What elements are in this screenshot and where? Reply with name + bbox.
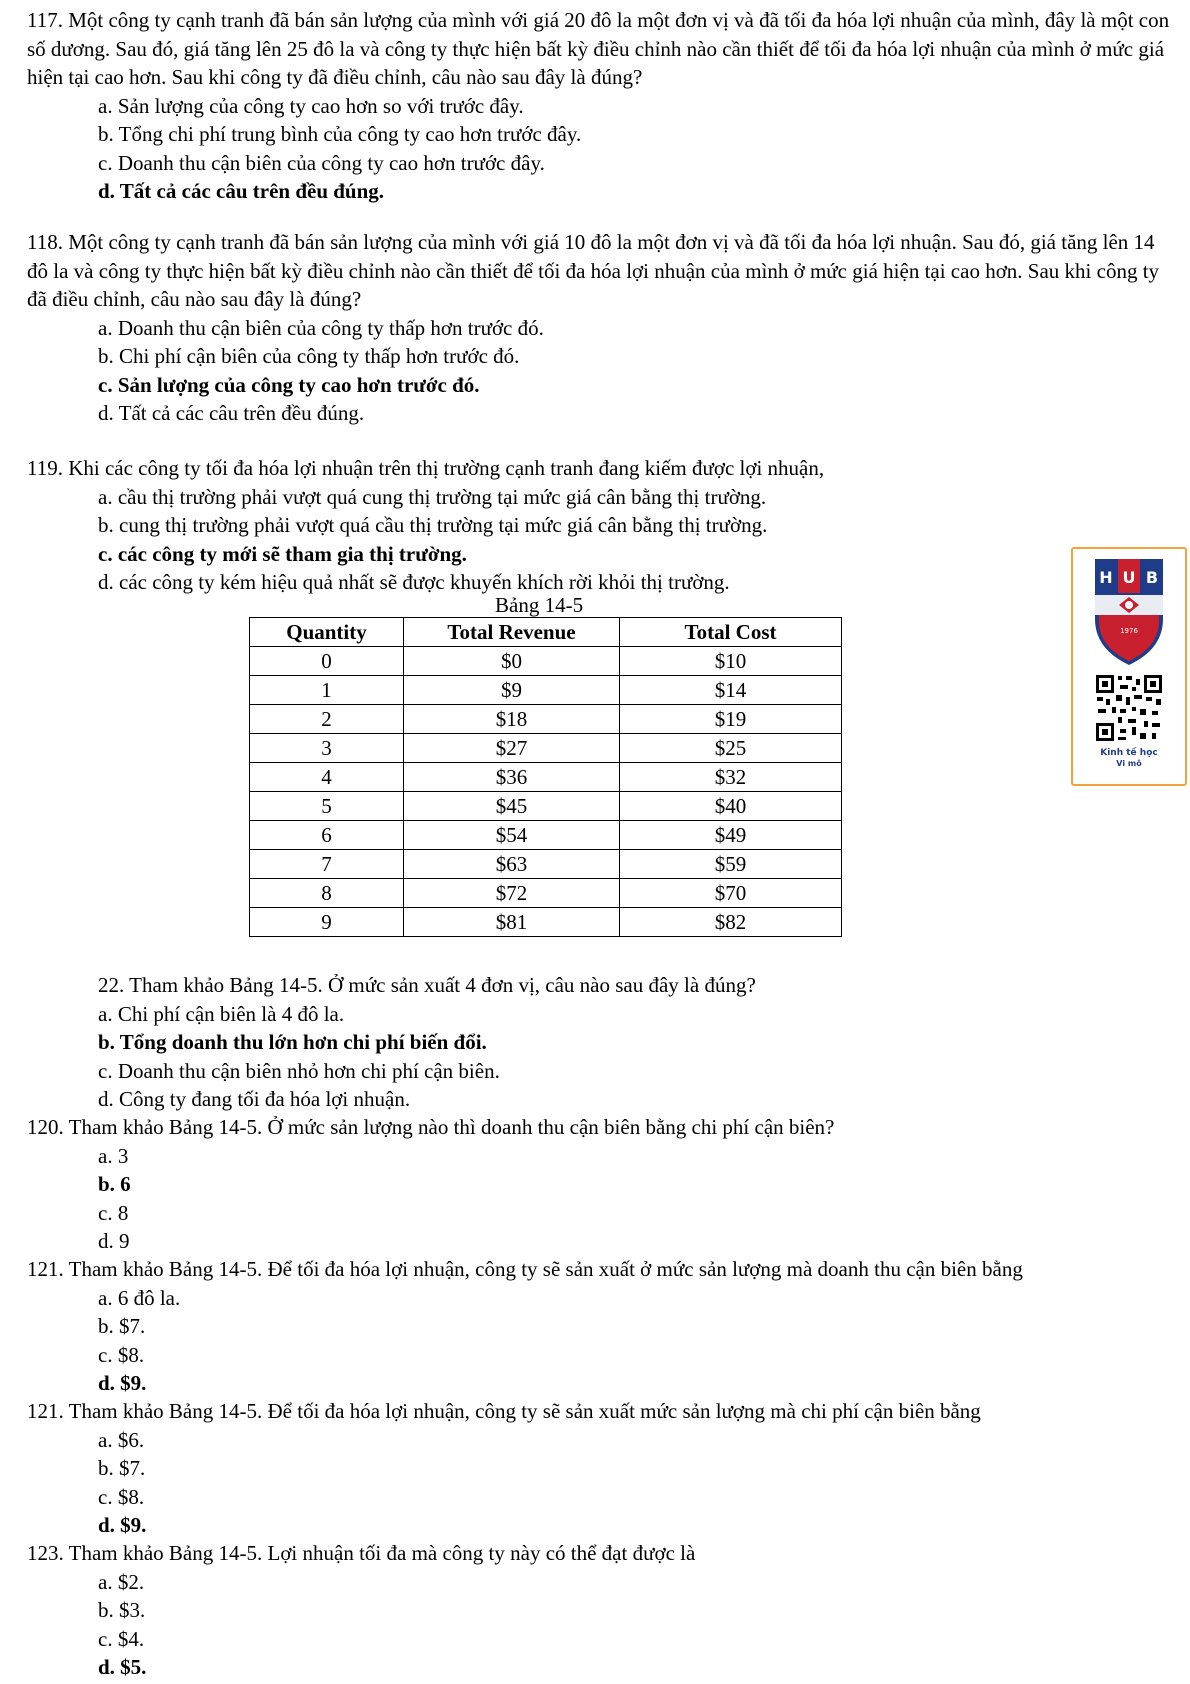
- question-stem: 123. Tham khảo Bảng 14-5. Lợi nhuận tối đa mà công ty này có thể đạt được là: [27, 1541, 696, 1565]
- hub-letter-h: H: [1099, 568, 1113, 587]
- question-stem: 117. Một công ty cạnh tranh đã bán sản lượng của mình với giá 20 đô la một đơn vị và đã tối đa hóa lợi nhuận của mình, đây là một con số dương. Sau đó, giá tăng lên 25 đô la và công ty thực hiện bất kỳ điều chỉnh nào cần thiết để tối đa hóa lợi nhuận của mình ở mức giá hiện tại cao hơn. Sau khi công ty đã điều chỉnh, câu nào sau đây là đúng?: [27, 8, 1170, 89]
- question-stem: 121. Tham khảo Bảng 14-5. Để tối đa hóa lợi nhuận, công ty sẽ sản xuất mức sản lượng mà chi phí cận biên bằng: [27, 1399, 981, 1423]
- badge-subject-line1: Kinh tế học: [1100, 748, 1158, 758]
- cell-total-revenue: $27: [404, 734, 620, 763]
- option-b-answer: b. 6: [98, 1172, 131, 1196]
- cell-total-cost: $40: [620, 792, 842, 821]
- option-c-answer: c. các công ty mới sẽ tham gia thị trường.: [98, 541, 467, 566]
- option-b: b. $7.: [98, 1456, 146, 1480]
- col-header-total-cost: Total Cost: [620, 618, 842, 647]
- option-b: b. Chi phí cận biên của công ty thấp hơn trước đó.: [98, 344, 520, 368]
- cell-quantity: 9: [250, 908, 404, 937]
- table-row: [250, 763, 842, 792]
- option-c: c. $8.: [98, 1342, 145, 1367]
- option-a: a. $2.: [98, 1569, 145, 1594]
- cell-quantity: 7: [250, 850, 404, 879]
- option-c: c. $8.: [98, 1484, 145, 1509]
- cell-total-revenue: $0: [404, 647, 620, 676]
- question-22: [27, 971, 1177, 1114]
- option-d: d. các công ty kém hiệu quả nhất sẽ được khuyến khích rời khỏi thị trường.: [98, 570, 730, 594]
- cell-quantity: 4: [250, 763, 404, 792]
- cell-total-revenue: $36: [404, 763, 620, 792]
- cell-total-cost: $32: [620, 763, 842, 792]
- table-row: [250, 908, 842, 937]
- question-stem: 118. Một công ty cạnh tranh đã bán sản lượng của mình với giá 10 đô la một đơn vị và đã tối đa hóa lợi nhuận. Sau đó, giá tăng lên 14 đô la và công ty thực hiện bất kỳ điều chỉnh nào cần thiết để tối đa hóa lợi nhuận của mình ở mức giá hiện tại cao hơn. Sau khi công ty đã điều chỉnh, câu nào sau đây là đúng?: [27, 230, 1160, 311]
- table-row: [250, 647, 842, 676]
- option-c: c. 8: [98, 1200, 129, 1225]
- hub-shield-logo: [1073, 549, 1185, 679]
- cell-total-revenue: $81: [404, 908, 620, 937]
- table-row: [250, 850, 842, 879]
- table-row: [250, 821, 842, 850]
- table-14-5: [249, 617, 842, 937]
- table-caption: Bảng 14-5: [495, 593, 584, 617]
- option-d: d. Công ty đang tối đa hóa lợi nhuận.: [98, 1087, 411, 1111]
- cell-quantity: 0: [250, 647, 404, 676]
- question-123: [27, 1539, 1177, 1682]
- table-row: [250, 792, 842, 821]
- cell-total-cost: $59: [620, 850, 842, 879]
- option-c: c. Doanh thu cận biên nhỏ hơn chi phí cận biên.: [98, 1058, 500, 1083]
- option-c: c. Doanh thu cận biên của công ty cao hơn trước đây.: [98, 150, 545, 175]
- cell-total-revenue: $9: [404, 676, 620, 705]
- cell-total-revenue: $72: [404, 879, 620, 908]
- option-a: a. 3: [98, 1143, 129, 1168]
- col-header-quantity: Quantity: [250, 618, 404, 647]
- option-d-answer: d. $9.: [98, 1371, 147, 1395]
- table-header-row: [250, 618, 842, 647]
- cell-total-revenue: $18: [404, 705, 620, 734]
- option-a: a. Doanh thu cận biên của công ty thấp hơn trước đó.: [98, 315, 544, 340]
- option-a: a. $6.: [98, 1427, 145, 1452]
- question-119: [27, 454, 1177, 597]
- question-121-cost: [27, 1397, 1177, 1540]
- cell-total-revenue: $54: [404, 821, 620, 850]
- option-a: a. Sản lượng của công ty cao hơn so với trước đây.: [98, 93, 524, 118]
- option-b: b. $7.: [98, 1314, 146, 1338]
- question-stem: 121. Tham khảo Bảng 14-5. Để tối đa hóa lợi nhuận, công ty sẽ sản xuất ở mức sản lượng mà doanh thu cận biên bằng: [27, 1257, 1023, 1281]
- hub-badge: [1071, 547, 1187, 786]
- hub-year: 1976: [1120, 627, 1138, 635]
- table-row: [250, 676, 842, 705]
- hub-letter-b: B: [1145, 568, 1159, 587]
- cell-quantity: 5: [250, 792, 404, 821]
- cell-quantity: 8: [250, 879, 404, 908]
- cell-quantity: 6: [250, 821, 404, 850]
- table-row: [250, 879, 842, 908]
- option-b: b. cung thị trường phải vượt quá cầu thị trường tại mức giá cân bằng thị trường.: [98, 513, 768, 537]
- cell-total-cost: $70: [620, 879, 842, 908]
- question-stem: 22. Tham khảo Bảng 14-5. Ở mức sản xuất 4 đơn vị, câu nào sau đây là đúng?: [98, 973, 756, 997]
- option-a: a. cầu thị trường phải vượt quá cung thị trường tại mức giá cân bằng thị trường.: [98, 484, 767, 509]
- option-d: d. Tất cả các câu trên đều đúng.: [98, 401, 365, 425]
- option-b: b. $3.: [98, 1598, 146, 1622]
- option-b: b. Tổng chi phí trung bình của công ty cao hơn trước đây.: [98, 122, 582, 146]
- hub-letter-u: U: [1122, 568, 1136, 587]
- qr-code: [1094, 673, 1164, 743]
- question-stem: 120. Tham khảo Bảng 14-5. Ở mức sản lượng nào thì doanh thu cận biên bằng chi phí cận biên?: [27, 1115, 835, 1139]
- question-121-revenue: [27, 1255, 1177, 1398]
- question-stem: 119. Khi các công ty tối đa hóa lợi nhuận trên thị trường cạnh tranh đang kiếm được lợi nhuận,: [27, 456, 825, 480]
- option-c-answer: c. Sản lượng của công ty cao hơn trước đó.: [98, 372, 480, 397]
- cell-quantity: 2: [250, 705, 404, 734]
- cell-total-revenue: $45: [404, 792, 620, 821]
- cell-total-cost: $10: [620, 647, 842, 676]
- cell-quantity: 1: [250, 676, 404, 705]
- option-a: a. 6 đô la.: [98, 1285, 181, 1310]
- question-120: [27, 1113, 1177, 1256]
- cell-quantity: 3: [250, 734, 404, 763]
- cell-total-cost: $14: [620, 676, 842, 705]
- option-d: d. 9: [98, 1229, 130, 1253]
- question-117: [27, 6, 1177, 206]
- option-c: c. $4.: [98, 1626, 145, 1651]
- cell-total-cost: $19: [620, 705, 842, 734]
- badge-subject-line2: Vi mô: [1116, 759, 1142, 768]
- table-row: [250, 705, 842, 734]
- option-a: a. Chi phí cận biên là 4 đô la.: [98, 1001, 345, 1026]
- option-b-answer: b. Tổng doanh thu lớn hơn chi phí biến đổi.: [98, 1030, 487, 1054]
- cell-total-cost: $82: [620, 908, 842, 937]
- cell-total-cost: $25: [620, 734, 842, 763]
- option-d-answer: d. Tất cả các câu trên đều đúng.: [98, 179, 385, 203]
- option-d-answer: d. $9.: [98, 1513, 147, 1537]
- question-118: [27, 228, 1177, 428]
- option-d-answer: d. $5.: [98, 1655, 147, 1679]
- cell-total-cost: $49: [620, 821, 842, 850]
- table-row: [250, 734, 842, 763]
- cell-total-revenue: $63: [404, 850, 620, 879]
- col-header-total-revenue: Total Revenue: [404, 618, 620, 647]
